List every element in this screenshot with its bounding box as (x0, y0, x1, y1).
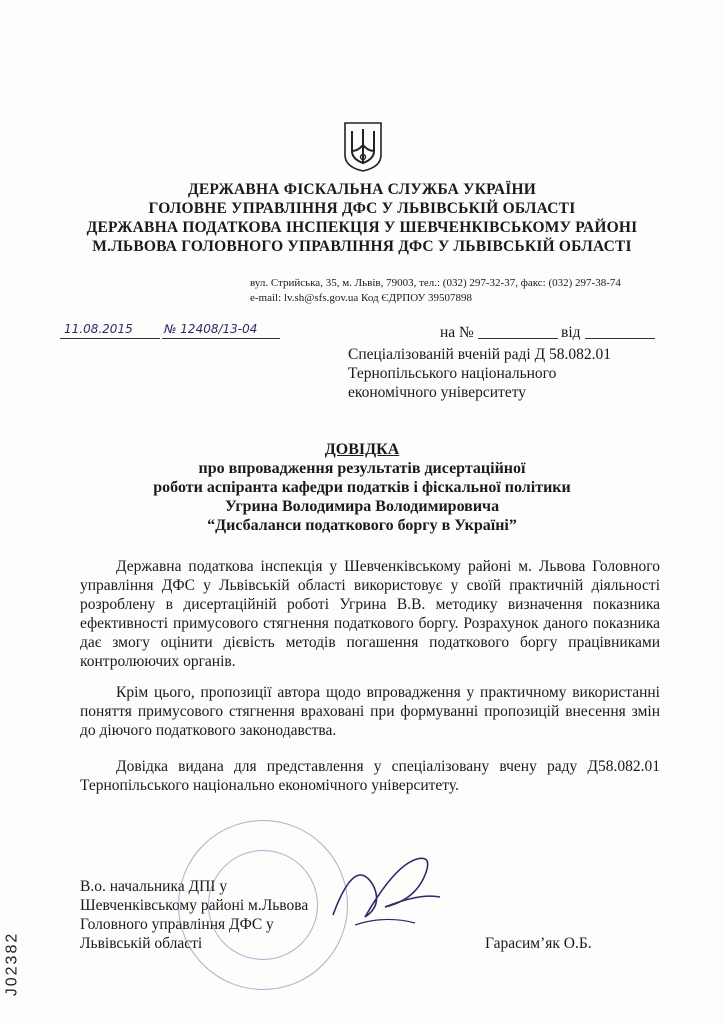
position-line: В.о. начальника ДПІ у (80, 878, 228, 895)
title-line: про впровадження результатів дисертаційної (198, 460, 526, 477)
position-line: Шевченківському районі м.Львова (80, 897, 309, 914)
body-paragraph: Довідка видана для представлення у спеціалізовану вчену раду Д58.082.01 Тернопільського національно економічного університету. (80, 758, 660, 794)
org-line: М.ЛЬВОВА ГОЛОВНОГО УПРАВЛІННЯ ДФС У ЛЬВІВСЬКІЙ ОБЛАСТІ (92, 238, 632, 255)
handwritten-signature (325, 845, 445, 935)
signatory-name: Гарасим’як О.Б. (485, 935, 592, 952)
position-line: Львівській області (80, 935, 203, 952)
org-line: ДЕРЖАВНА ФІСКАЛЬНА СЛУЖБА УКРАЇНИ (187, 181, 536, 198)
tryzub-icon (342, 121, 384, 173)
position-line: Головного управління ДФС у (80, 916, 274, 933)
na-label: на № (440, 324, 474, 341)
na-underline (478, 338, 558, 339)
vid-label: від (561, 324, 581, 341)
vid-underline (585, 338, 655, 339)
title-line: роботи аспіранта кафедри податків і фіскальної політики (153, 479, 571, 496)
body-paragraph: Крім цього, пропозиції автора щодо впровадження у практичному використанні поняття примусового стягнення враховані при формуванні пропозицій внесення змін до діючого податкового законодавства. (80, 684, 660, 739)
email-line: e-mail: lv.sh@sfs.gov.ua Код ЄДРПОУ 39507898 (250, 292, 473, 304)
document-title (0, 440, 724, 535)
reference-underline (162, 338, 280, 339)
title-line: “Дисбаланси податкового боргу в Україні” (207, 517, 517, 534)
title-line: Угрина Володимира Володимировича (224, 498, 500, 515)
org-line: ДЕРЖАВНА ПОДАТКОВА ІНСПЕКЦІЯ У ШЕВЧЕНКІВСЬКОМУ РАЙОНІ (86, 219, 638, 236)
reference-date: 11.08.2015 (64, 322, 133, 336)
title-heading: ДОВІДКА (324, 441, 400, 458)
org-line: ГОЛОВНЕ УПРАВЛІННЯ ДФС У ЛЬВІВСЬКІЙ ОБЛАСТІ (148, 200, 576, 217)
round-seal-inner (208, 850, 318, 960)
address-line: вул. Стрийська, 35, м. Львів, 79003, тел.: (032) 297-32-37, факс: (032) 297-38-74 (250, 277, 621, 289)
reference-underline (60, 338, 160, 339)
recipient-line: Тернопільського національного (348, 365, 557, 382)
recipient-line: Спеціалізованій вченій раді Д 58.082.01 (348, 346, 612, 363)
recipient-block (348, 345, 611, 402)
reference-number: № 12408/13-04 (164, 322, 258, 336)
body-paragraph: Державна податкова інспекція у Шевченківському районі м. Львова Головного управління ДФС у Львівській області використовує у своїй практичній діяльності розроблену в дисертаційній роботі Угрина В.В. методику визначення показника ефективності примусового стягнення податкового боргу. Розрахунок даного показника дає змогу оцінити дієвість методів погашення податкового боргу працівниками контролюючих органів. (80, 558, 660, 670)
recipient-line: економічного університету (348, 384, 527, 401)
margin-number: J02382 (3, 931, 21, 997)
org-header (0, 180, 724, 256)
